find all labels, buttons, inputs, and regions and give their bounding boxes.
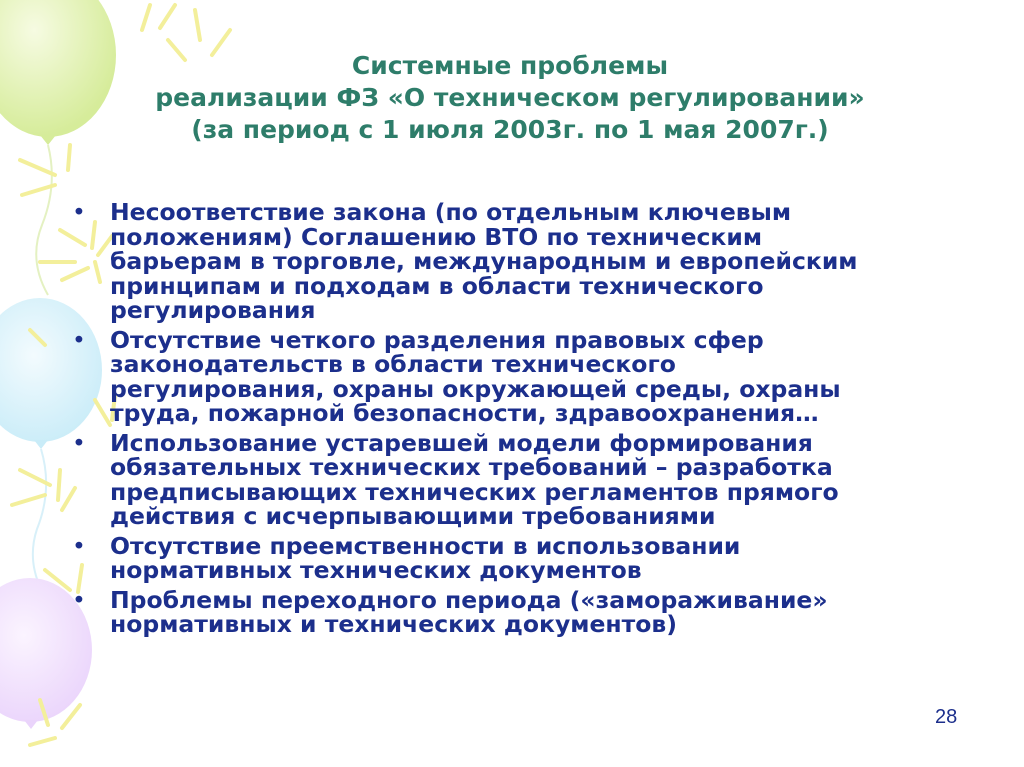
bullet-line: нормативных технических документов	[110, 556, 642, 584]
bullet-marker: •	[72, 198, 86, 226]
bullet-line: действия с исчерпывающими требованиями	[110, 502, 716, 530]
bullet-line: регулирования	[110, 296, 316, 324]
bullet-marker: •	[72, 428, 86, 457]
bullet-item	[70, 200, 950, 323]
bullet-line: законодательств в области технического	[110, 350, 676, 378]
title-line: Системные проблемы	[351, 51, 669, 80]
title-line: (за период с 1 июля 2003г. по 1 мая 2007г.)	[191, 115, 829, 144]
bullet-item	[70, 531, 950, 584]
bullet-line: обязательных технических требований – разработка	[110, 453, 833, 481]
bullet-line: Несоответствие закона (по отдельным ключевым	[110, 198, 792, 226]
bullet-marker: •	[72, 531, 86, 560]
bullet-line: Отсутствие четкого разделения правовых сфер	[110, 325, 764, 354]
bullet-line: Использование устаревшей модели формирования	[110, 428, 813, 457]
bullet-item	[70, 585, 950, 638]
bullet-item	[70, 325, 950, 427]
bullet-marker: •	[72, 585, 86, 614]
title-line: реализации ФЗ «О техническом регулировании»	[155, 83, 865, 112]
bullet-line: труда, пожарной безопасности, здравоохранения…	[110, 399, 819, 427]
star-icon	[142, 5, 175, 30]
bullet-line: Отсутствие преемственности в использовании	[110, 531, 741, 560]
bullet-item	[70, 428, 950, 530]
bullet-line: регулирования, охраны окружающей среды, охраны	[110, 374, 841, 403]
bullet-list	[70, 200, 950, 642]
bullet-line: предписывающих технических регламентов прямого	[110, 477, 839, 506]
star-icon	[20, 145, 70, 195]
slide-title	[110, 50, 910, 146]
page-number: 28	[935, 706, 958, 728]
bullet-marker: •	[72, 325, 86, 354]
bullet-line: барьерам в торговле, международным и европейским	[110, 247, 858, 275]
bullet-line: Проблемы переходного периода («замораживание»	[110, 585, 828, 614]
bullet-line: принципам и подходам в области технического	[110, 271, 764, 300]
bullet-line: положениям) Соглашению ВТО по техническим	[110, 222, 763, 251]
bullet-line: нормативных и технических документов)	[110, 610, 678, 638]
